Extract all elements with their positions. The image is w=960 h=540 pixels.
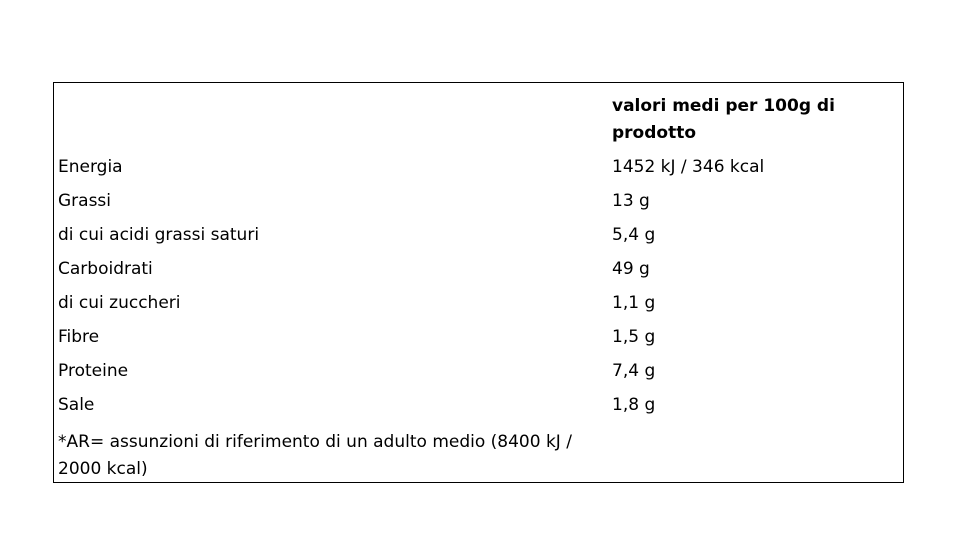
row-label-grassi: Grassi: [58, 191, 112, 211]
row-label-sale: Sale: [58, 395, 95, 415]
row-label-zuccheri: di cui zuccheri: [58, 293, 181, 313]
row-value-proteine: 7,4 g: [612, 361, 656, 381]
row-value-saturi: 5,4 g: [612, 225, 656, 245]
row-value-zuccheri: 1,1 g: [612, 293, 656, 313]
row-label-carboidrati: Carboidrati: [58, 259, 153, 279]
row-label-energia: Energia: [58, 157, 123, 177]
row-value-grassi: 13 g: [612, 191, 650, 211]
row-label-proteine: Proteine: [58, 361, 129, 381]
row-label-saturi: di cui acidi grassi saturi: [58, 225, 260, 245]
row-value-fibre: 1,5 g: [612, 327, 656, 347]
reference-footnote: *AR= assunzioni di riferimento di un adulto medio (8400 kJ / 2000 kcal): [58, 432, 572, 479]
row-value-energia: 1452 kJ / 346 kcal: [612, 157, 765, 177]
row-value-sale: 1,8 g: [612, 395, 656, 415]
column-header: valori medi per 100g di prodotto: [612, 96, 835, 143]
row-label-fibre: Fibre: [58, 327, 100, 347]
nutrition-table: [53, 82, 904, 483]
row-value-carboidrati: 49 g: [612, 259, 650, 279]
